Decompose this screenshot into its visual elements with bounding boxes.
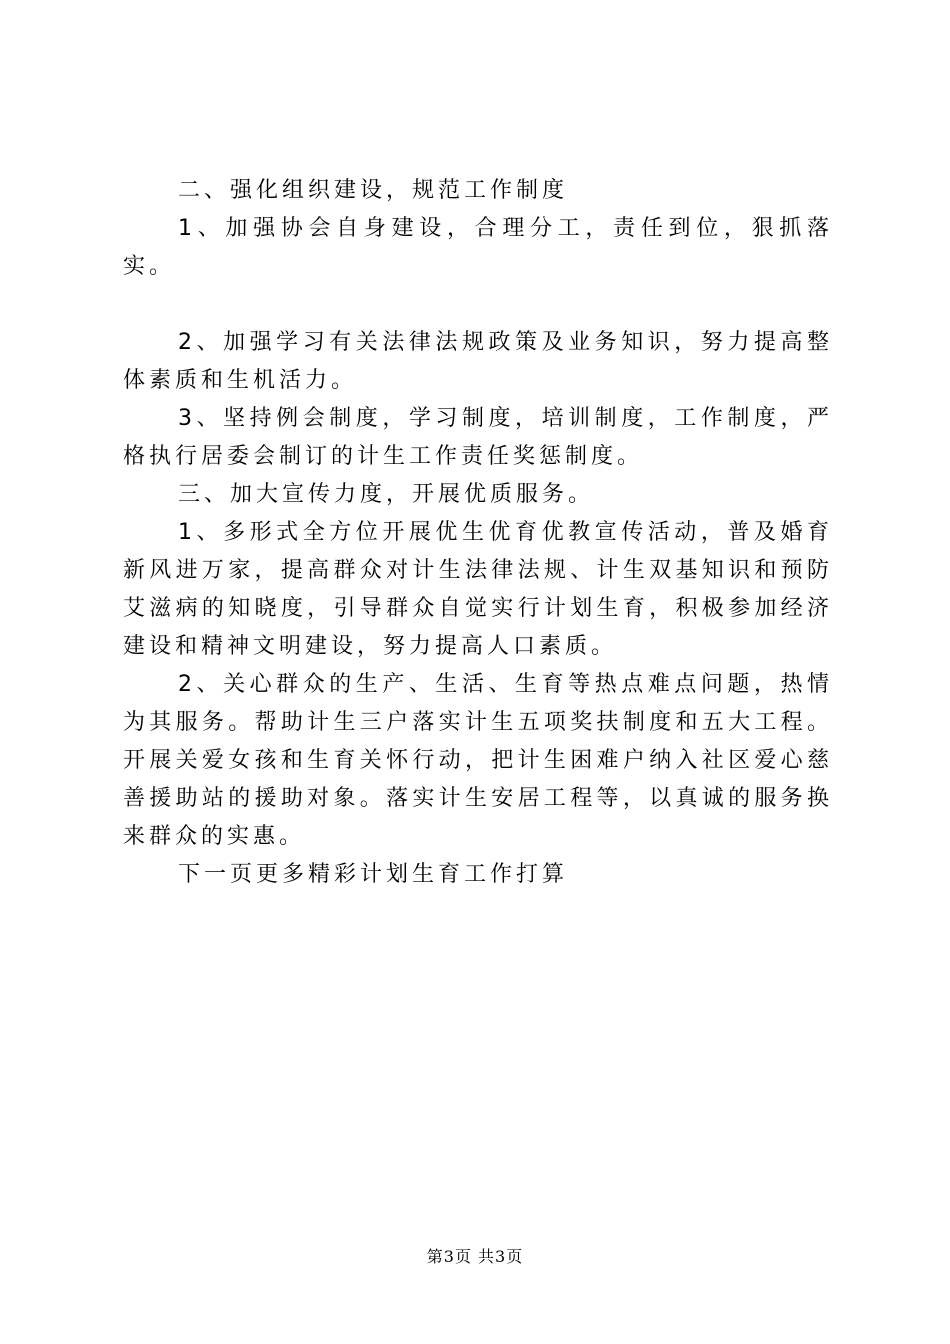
section-heading-publicity: 三、加大宣传力度，开展优质服务。 bbox=[178, 482, 595, 507]
page-number-footer: 第3页 共3页 bbox=[426, 1247, 524, 1266]
next-page-link-text: 下一页更多精彩计划生育工作打算 bbox=[178, 862, 569, 887]
paragraph-care-services: 2、关心群众的生产、生活、生育等热点难点问题，热情为其服务。帮助计生三户落实计生五项奖扶制度和五大工程。开展关爱女孩和生育关怀行动，把计生困难户纳入社区爱心慈善援助站的援助对象。落实计生安居工程等，以真诚的服务换来群众的实惠。 bbox=[123, 672, 833, 849]
paragraph-association-building: 1、加强协会自身建设，合理分工，责任到位，狠抓落实。 bbox=[123, 216, 833, 279]
document-body bbox=[123, 172, 833, 894]
section-heading-organization: 二、强化组织建设，规范工作制度 bbox=[178, 178, 569, 203]
paragraph-study-policy: 2、加强学习有关法律法规政策及业务知识，努力提高整体素质和生机活力。 bbox=[123, 330, 833, 393]
paragraph-meeting-system: 3、坚持例会制度，学习制度，培训制度，工作制度，严格执行居委会制订的计生工作责任奖惩制度。 bbox=[123, 406, 833, 469]
paragraph-publicity-activities: 1、多形式全方位开展优生优育优教宣传活动，普及婚育新风进万家，提高群众对计生法律法规、计生双基知识和预防艾滋病的知晓度，引导群众自觉实行计划生育，积极参加经济建设和精神文明建设，努力提高人口素质。 bbox=[123, 520, 833, 659]
